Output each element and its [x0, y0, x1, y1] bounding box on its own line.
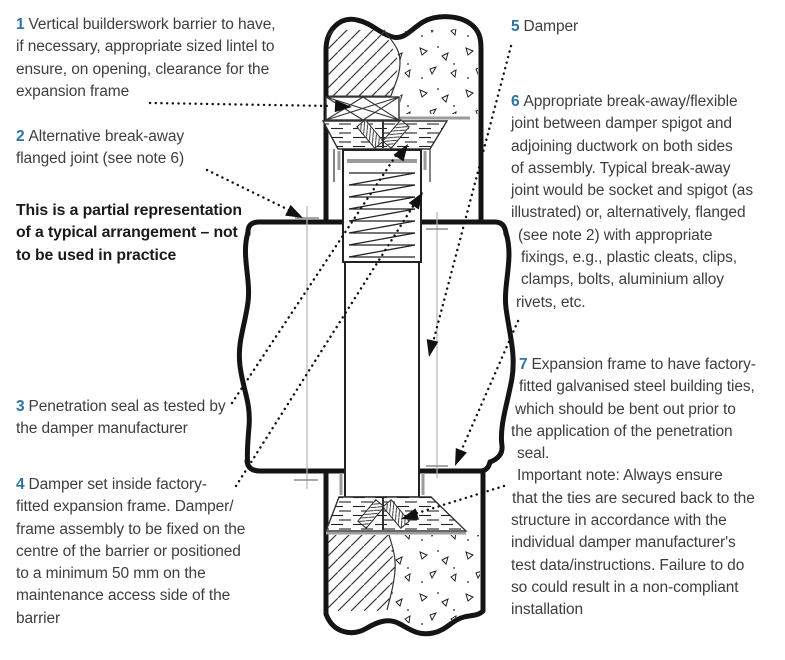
band-bottom-edge-left — [247, 461, 345, 471]
note-line: the application of the penetration — [511, 422, 733, 440]
note-line: frame assembly to be fixed on the — [16, 520, 246, 538]
note-line: fitted expansion frame. Damper/ — [16, 498, 234, 516]
note-line: adjoining ductwork on both sides — [511, 137, 733, 155]
note-line: maintenance access side of the — [16, 587, 231, 605]
note-6 — [511, 91, 753, 314]
note-line: 4 Damper set inside factory- — [16, 476, 207, 493]
note-line: which should be bent out prior to — [515, 400, 736, 418]
note-line: rivets, etc. — [516, 293, 586, 311]
note-5 — [511, 16, 578, 38]
note-line: joint between damper spigot and — [511, 115, 732, 133]
note-line: barrier — [16, 609, 61, 627]
note-line: the damper manufacturer — [16, 420, 188, 438]
note-line: 3 Penetration seal as tested by — [16, 398, 226, 415]
note-line: fitted galvanised steel building ties, — [519, 378, 755, 396]
note-line: 2 Alternative break-away — [16, 128, 184, 145]
note-line: This is a partial representation — [16, 202, 242, 219]
note-number: 5 — [511, 18, 520, 35]
note-line: (see note 2) with appropriate — [518, 226, 713, 244]
note-line: 1 Vertical builderswork barrier to have, — [16, 16, 276, 33]
note-number: 7 — [519, 356, 528, 373]
blockwork-hatch-region-bottom — [328, 535, 395, 611]
note-line: test data/instructions. Failure to do — [511, 556, 745, 574]
note-line: if necessary, appropriate sized lintel to — [16, 38, 275, 56]
note-number: 2 — [16, 128, 25, 145]
note-1 — [16, 14, 275, 103]
note-line: of assembly. Typical break-away — [511, 159, 731, 177]
note-line: fixings, e.g., plastic cleats, clips, — [521, 249, 737, 267]
bottom-penetration-seal — [326, 497, 466, 531]
note-line: that the ties are secured back to the — [512, 489, 755, 507]
note-line: 5 Damper — [511, 18, 579, 35]
note-4 — [16, 474, 245, 630]
band-break-edge-right — [490, 233, 513, 462]
note-line: centre of the barrier or positioned — [16, 542, 241, 560]
note-line: ensure, on opening, clearance for the — [16, 60, 270, 78]
note-line: structure in accordance with the — [511, 512, 727, 530]
top-penetration-seal — [323, 120, 447, 149]
note-number: 1 — [16, 16, 25, 33]
note-line: clamps, bolts, aluminium alloy — [521, 271, 724, 289]
blockwork-hatch-region — [328, 30, 399, 96]
disclaimer-note — [16, 200, 242, 267]
note-line: 6 Appropriate break-away/flexible — [511, 93, 738, 110]
note-line: joint would be socket and spigot (as — [511, 182, 753, 200]
note-3 — [16, 396, 226, 441]
note-line: 7 Expansion frame to have factory- — [519, 356, 756, 373]
note-7 — [511, 354, 756, 622]
note-number: 6 — [511, 93, 520, 110]
note-2 — [16, 126, 184, 171]
note-line: to a minimum 50 mm on the — [16, 565, 206, 583]
note-line: installation — [511, 601, 584, 619]
note-line: flanged joint (see note 6) — [16, 150, 185, 168]
arrowhead-note-5 — [423, 339, 438, 358]
note-line: individual damper manufacturer's — [511, 534, 736, 552]
note-number: 3 — [16, 398, 25, 415]
note-line: illustrated) or, alternatively, flanged — [511, 204, 746, 222]
note-line: of a typical arrangement – not — [16, 224, 238, 242]
note-line: Important note: Always ensure — [517, 467, 723, 485]
arrowhead-note-6 — [449, 448, 466, 468]
note-line: to be used in practice — [16, 246, 177, 264]
leader-note-1 — [150, 103, 330, 106]
band-top-edge-left — [248, 222, 345, 234]
note-line: so could result in a non-compliant — [511, 578, 739, 596]
note-line: seal. — [517, 445, 550, 463]
note-number: 4 — [16, 476, 25, 493]
note-line: expansion frame — [16, 82, 130, 100]
